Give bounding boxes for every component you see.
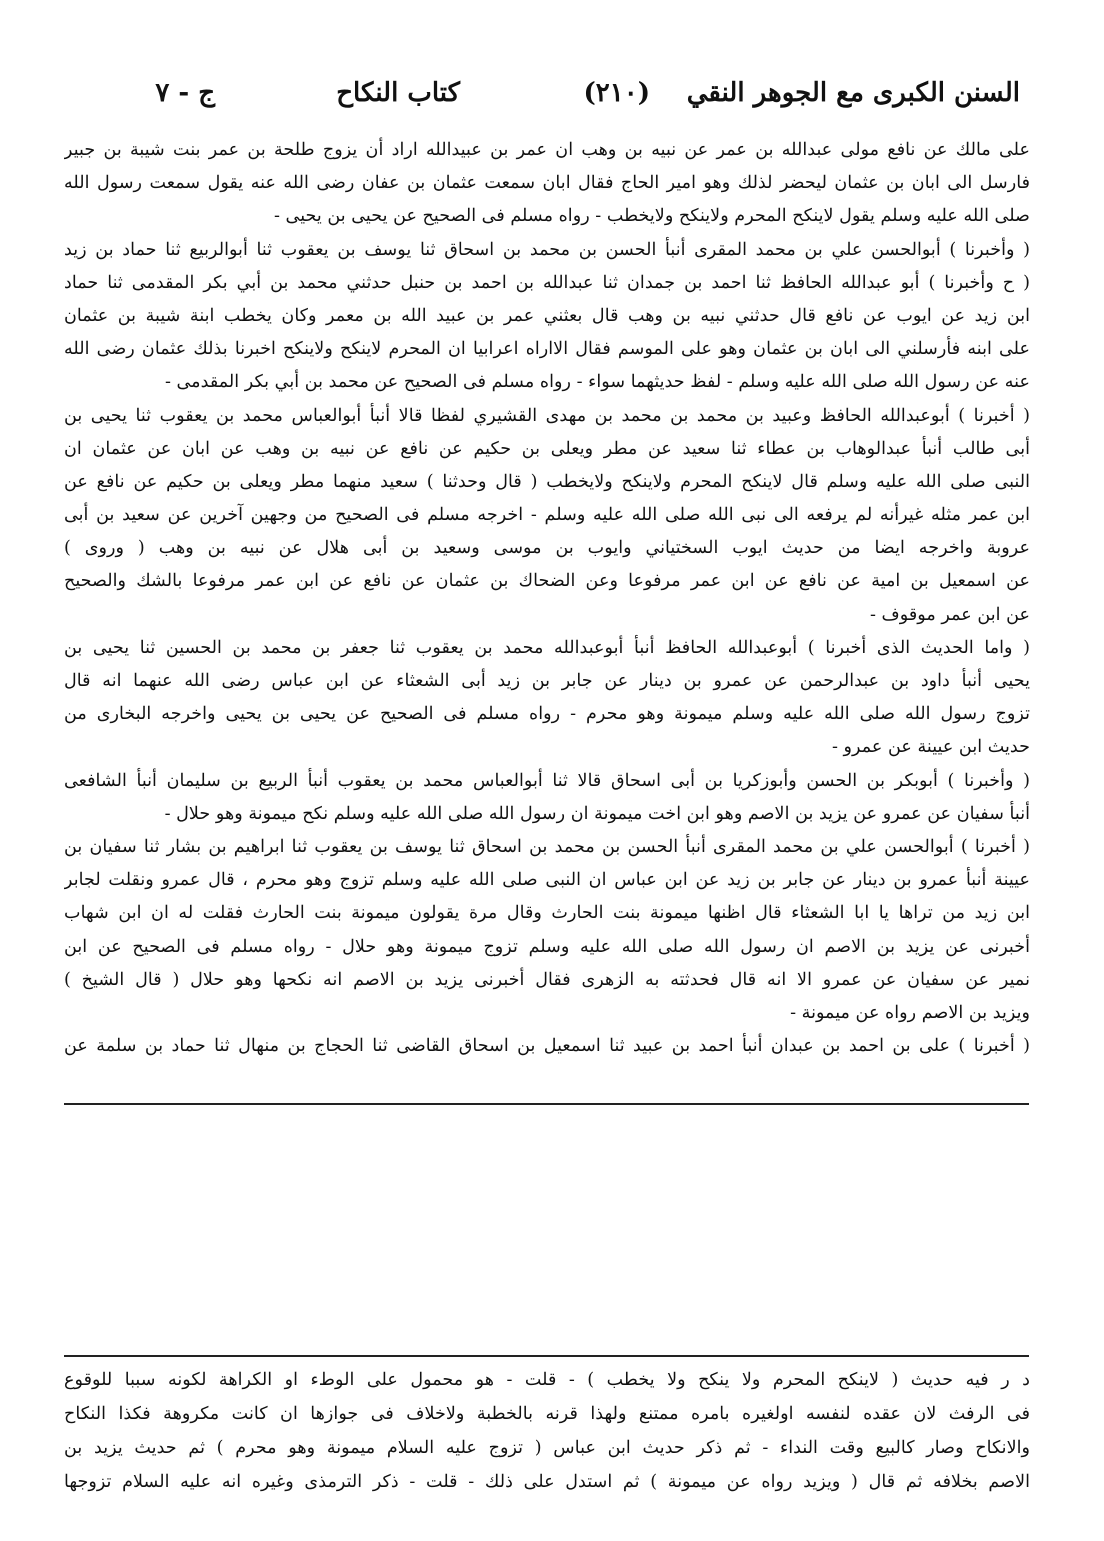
text-line: على ابنه فأرسلني الى ابان بن عثمان وهو على الموسم فقال الااراه اعرابيا ان المحرم لاينكح ولاينكح اخبرنا بذلك عثمان رضى الله — [64, 339, 1030, 360]
text-line: على مالك عن نافع مولى عبدالله بن عمر عن نبيه بن وهب ان عمر بن عبيدالله اراد أن يزوج طلحة بن عمر بنت شيبة بن جبير — [64, 140, 1030, 160]
text-line: أنبأ سفيان عن عمرو عن يزيد بن الاصم وهو ابن اخت ميمونة ان رسول الله صلى الله عليه وسلم نكح ميمونة وهو حلال - — [164, 803, 1030, 824]
text-line: عن ابن عمر موقوف - — [869, 604, 1030, 625]
text-line: ابن عمر مثله غيرأنه لم يرفعه الى نبى الله صلى الله عليه وسلم - اخرجه مسلم فى الصحيح من وجهين آخرين عن سعيد بن أبى — [64, 505, 1030, 526]
footnote-section — [64, 1363, 1030, 1499]
text-line: ( وأخبرنا ) أبوالحسن علي بن محمد المقرى أنبأ الحسن بن محمد بن اسحاق ثنا يوسف بن يعقوب ثنا أبوالربيع ثنا حماد بن زيد — [64, 239, 1030, 260]
footnote-line: الاصم بخلافه ثم قال ( ويزيد رواه عن ميمونة ) ثم استدل على ذلك - قلت - ذكر الترمذى وغيره انه عليه السلام تزوجها — [64, 1472, 1030, 1492]
text-line: ( أخبرنا ) أبوالحسن علي بن محمد المقرى أنبأ الحسن بن محمد بن اسحاق ثنا يوسف بن يعقوب ثنا ابراهيم بن بشار ثنا سفيان بن — [64, 836, 1030, 857]
book-title: السنن الكبرى مع الجوهر النقي — [686, 78, 1020, 108]
text-line: ( أخبرنا ) أبوعبدالله الحافظ وعبيد بن محمد بن محمد بن مهدى القشيري لفظا قالا أنبأ أبوالعباس محمد بن يعقوب ثنا يحيى بن — [64, 405, 1030, 426]
text-line: عنه عن رسول الله صلى الله عليه وسلم - لفظ حديثهما سواء - رواه مسلم فى الصحيح عن محمد بن أبي بكر المقدمى - — [164, 372, 1030, 393]
text-line: تزوج رسول الله صلى الله عليه وسلم ميمونة وهو محرم - رواه مسلم فى الصحيح عن يحيى بن يحيى واخرجه البخارى من — [64, 704, 1030, 725]
text-line: ( وأخبرنا ) أبوبكر بن الحسن وأبوزكريا بن أبى اسحاق قالا ثنا أبوالعباس محمد بن يعقوب أنبأ الربيع بن سليمان أنبأ الشافعى — [64, 770, 1030, 791]
footnote-line: فى الرفث لان عقده لنفسه اولغيره بامره ممتنع ولهذا قرنه بالخطبة ولاخلاف فى جوازها ان كانت مكروهة فكذا النكاح — [64, 1404, 1030, 1424]
volume-label: ج - ٧ — [155, 78, 215, 108]
text-line: ابن زيد عن ايوب عن نافع قال حدثني نبيه بن وهب قال بعثني عمر بن عبيد الله بن معمر وكان يخطب ابنة شيبة بن عثمان — [64, 305, 1030, 326]
text-line: ( أخبرنا ) على بن احمد بن عبدان أنبأ احمد بن عبيد ثنا اسمعيل بن اسحاق القاضى ثنا الحجاج بن منهال ثنا حماد بن سلمة عن — [64, 1036, 1030, 1057]
text-line: أبى طالب أنبأ عبدالوهاب بن عطاء ثنا سعيد عن مطر ويعلى بن حكيم عن نافع عن نبيه بن وهب عن ابان عن عثمان ان — [64, 438, 1030, 459]
text-line: النبى صلى الله عليه وسلم قال لاينكح المحرم ولاينكح ولايخطب ( قال وحدثنا ) سعيد منهما مطر ويعلى بن حكيم عن نافع عن — [64, 471, 1030, 492]
text-line: صلى الله عليه وسلم يقول لاينكح المحرم ولاينكح ولايخطب - رواه مسلم فى الصحيح عن يحيى بن يحيى - — [274, 206, 1030, 227]
footnote-top-rule — [64, 1355, 1029, 1357]
text-line: أخبرنى عن يزيد بن الاصم ان رسول الله صلى الله عليه وسلم تزوج ميمونة وهو حلال - رواه مسلم فى الصحيح عن ابن — [64, 936, 1030, 957]
text-line: نمير عن سفيان عن عمرو الا انه قال فحدثته به الزهرى فقال أخبرنى يزيد بن الاصم انه نكحها وهو حلال ( قال الشيخ ) — [64, 969, 1030, 990]
page-header — [90, 78, 1020, 128]
main-text — [64, 134, 1030, 1063]
text-line: ابن زيد من تراها يا ابا الشعثاء قال اظنها ميمونة بنت الحارث وقال مرة يقولون ميمونة بنت الحارث فقلت له ان ابن شهاب — [64, 903, 1030, 924]
text-line: ( ح وأخبرنا ) أبو عبدالله الحافظ ثنا احمد بن جمدان ثنا عبدالله بن احمد بن حنبل حدثني محمد بن أبي بكر المقدمى ثنا حماد — [64, 272, 1030, 293]
footnote-line: والانكاح وصار كالبيع وقت النداء - ثم ذكر حديث ابن عباس ( تزوج عليه السلام ميمونة وهو محرم ) ثم حديث يزيد بن — [64, 1438, 1030, 1458]
text-line: فارسل الى ابان بن عثمان ليحضر لذلك وهو امير الحاج فقال ابان سمعت عثمان بن عفان رضى الله عنه يقول سمعت رسول الله — [64, 173, 1030, 194]
chapter-title: كتاب النكاح — [336, 78, 460, 108]
text-line: عيينة أنبأ عمرو بن دينار عن جابر بن زيد عن ابن عباس ان النبى صلى الله عليه وسلم تزوج وهو محرم ، قال عمرو ونقلت لجابر — [64, 870, 1030, 891]
text-line: ( واما الحديث الذى أخبرنا ) أبوعبدالله الحافظ أنبأ أبوعبدالله محمد بن يعقوب ثنا جعفر بن محمد بن الحسين ثنا يحيى بن — [64, 637, 1030, 658]
text-line: حديث ابن عيينة عن عمرو - — [832, 737, 1030, 758]
text-line: يحيى أنبأ داود بن عبدالرحمن عن عمرو بن دينار عن جابر بن زيد أبى الشعثاء عن ابن عباس رضى الله عنهما انه قال — [64, 671, 1030, 691]
footnote-line: د ر فيه حديث ( لاينكح المحرم ولا ينكح ولا يخطب ) - قلت - هو محمول على الوطء او الكراهة لكونه سببا للوقوع — [64, 1370, 1030, 1390]
text-line: عن اسمعيل بن امية عن نافع عن ابن عمر مرفوعا وعن الضحاك بن عثمان عن نافع عن ابن عمر مرفوعا بالشك والصحيح — [64, 571, 1030, 592]
text-line: ويزيد بن الاصم رواه عن ميمونة - — [790, 1002, 1030, 1023]
main-bottom-rule — [64, 1103, 1029, 1105]
text-line: عروبة واخرجه ايضا من حديث ايوب السختياني وايوب بن موسى وسعيد بن أبى هلال عن نبيه بن وهب ( وروى ) — [64, 538, 1030, 559]
page-number: (٢١٠) — [583, 78, 650, 108]
